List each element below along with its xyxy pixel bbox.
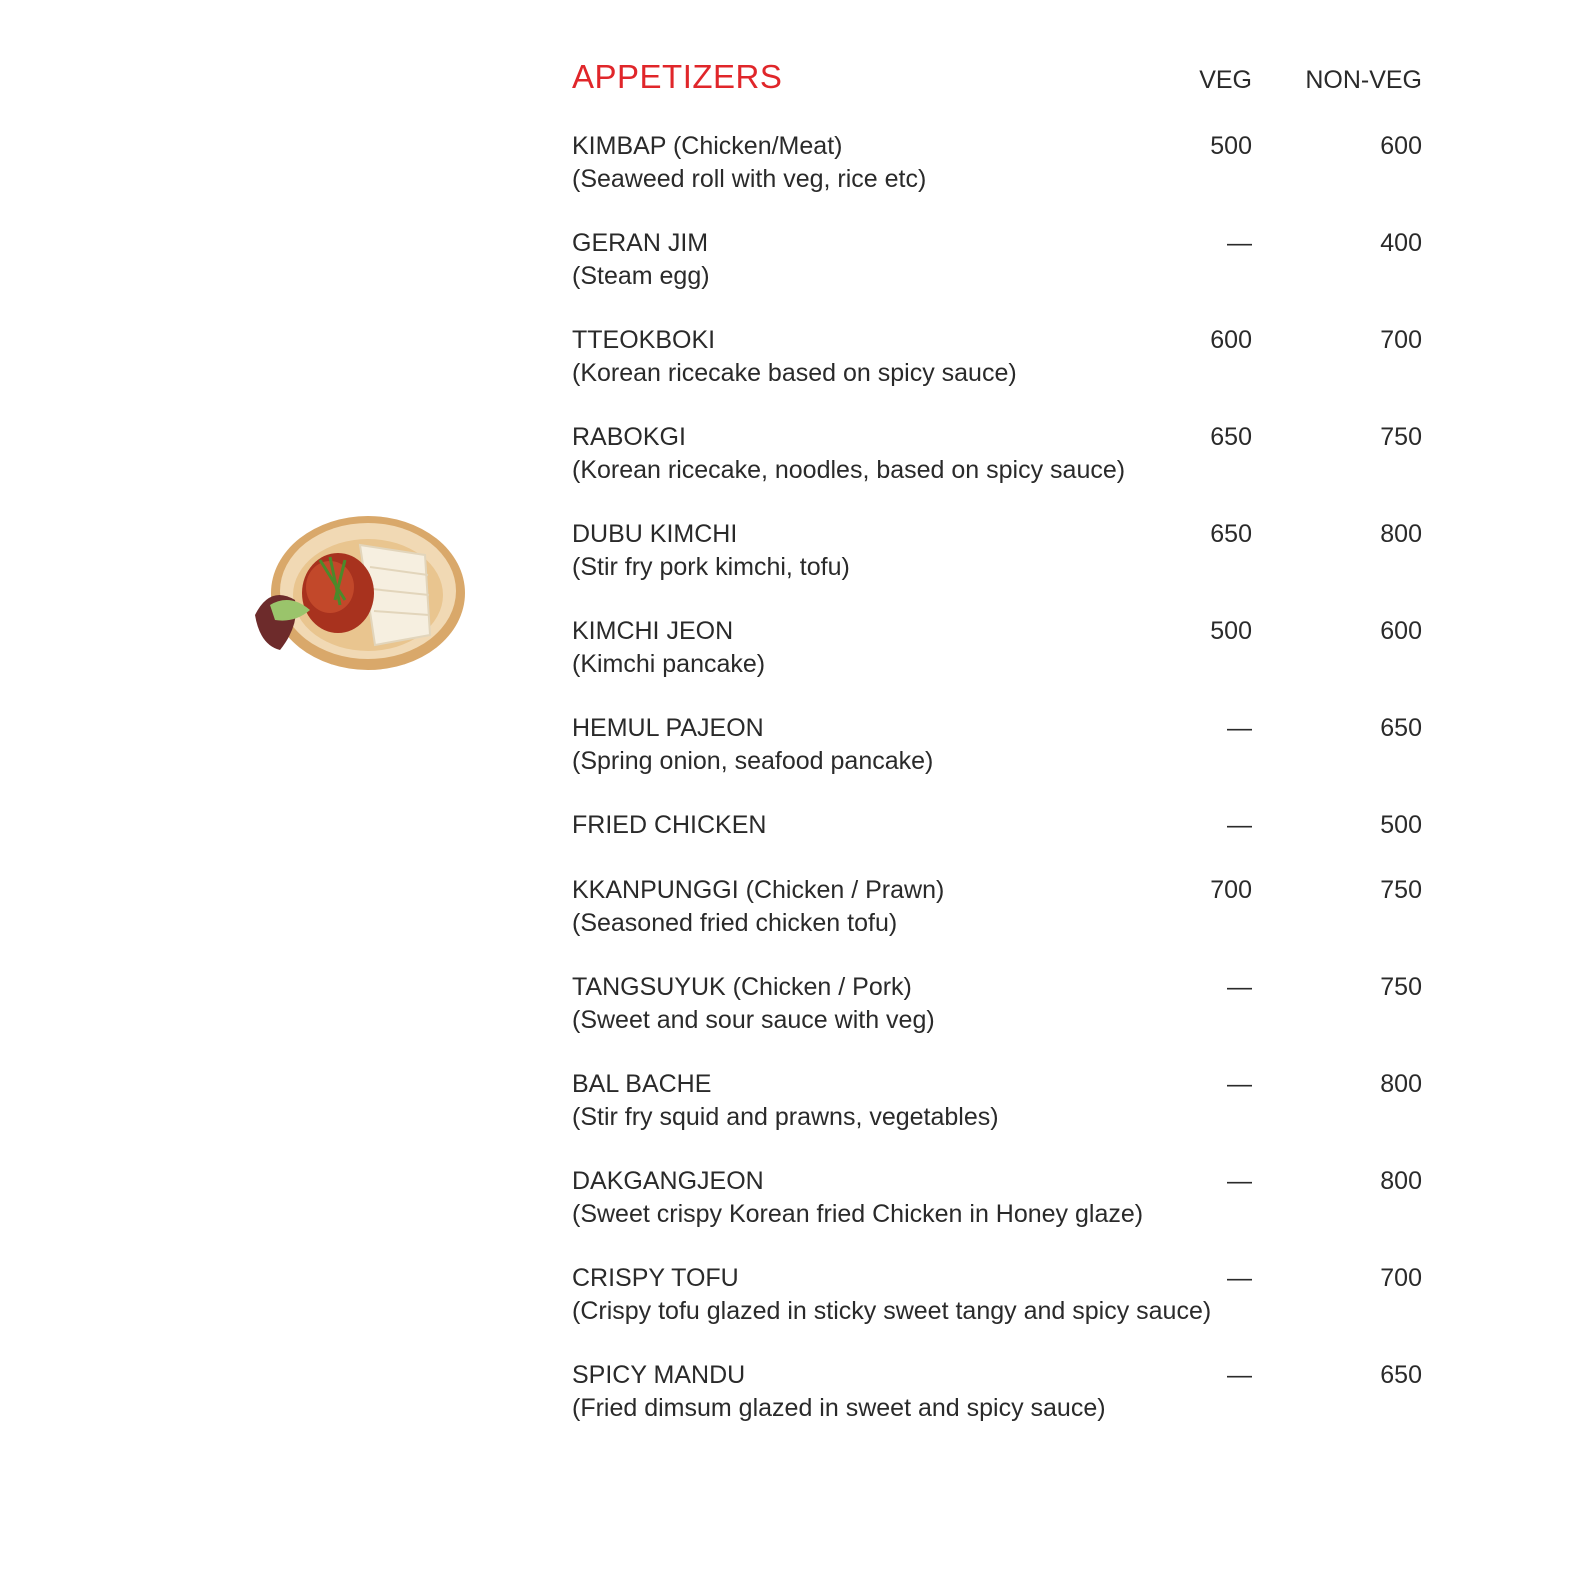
menu-item <box>572 874 1422 971</box>
veg-price: — <box>1227 1264 1252 1292</box>
nonveg-price: 700 <box>1380 1264 1422 1292</box>
nonveg-price: 600 <box>1380 617 1422 645</box>
menu-item <box>572 1262 1422 1359</box>
menu-item <box>572 130 1422 227</box>
veg-price: — <box>1227 811 1252 839</box>
item-description: (Spring onion, seafood pancake) <box>572 747 934 775</box>
veg-price: — <box>1227 973 1252 1001</box>
veg-price: — <box>1227 1361 1252 1389</box>
veg-price: — <box>1227 1070 1252 1098</box>
nonveg-price: 500 <box>1380 811 1422 839</box>
item-name: KKANPUNGGI (Chicken / Prawn) <box>572 876 945 904</box>
item-name: CRISPY TOFU <box>572 1264 739 1292</box>
menu-item <box>572 1068 1422 1165</box>
nonveg-price: 650 <box>1380 1361 1422 1389</box>
item-name: GERAN JIM <box>572 229 709 257</box>
item-name: TANGSUYUK (Chicken / Pork) <box>572 973 912 1001</box>
nonveg-price: 750 <box>1380 973 1422 1001</box>
menu-item <box>572 518 1422 615</box>
nonveg-price: 800 <box>1380 1070 1422 1098</box>
item-description: (Seaweed roll with veg, rice etc) <box>572 165 927 193</box>
menu-item <box>572 971 1422 1068</box>
item-name: KIMBAP (Chicken/Meat) <box>572 132 843 160</box>
menu-header <box>572 58 1422 98</box>
item-name: BAL BACHE <box>572 1070 712 1098</box>
veg-price: 650 <box>1210 520 1252 548</box>
nonveg-column-header: NON-VEG <box>1305 66 1422 94</box>
item-name: SPICY MANDU <box>572 1361 746 1389</box>
item-name: KIMCHI JEON <box>572 617 734 645</box>
menu-item <box>572 324 1422 421</box>
item-description: (Kimchi pancake) <box>572 650 766 678</box>
menu-item <box>572 712 1422 809</box>
item-name: DAKGANGJEON <box>572 1167 764 1195</box>
menu-item <box>572 615 1422 712</box>
menu-item <box>572 1165 1422 1262</box>
item-name: HEMUL PAJEON <box>572 714 764 742</box>
menu-item <box>572 421 1422 518</box>
veg-price: — <box>1227 229 1252 257</box>
menu-item <box>572 809 1422 874</box>
item-description: (Korean ricecake based on spicy sauce) <box>572 359 1017 387</box>
nonveg-price: 750 <box>1380 876 1422 904</box>
dish-photo <box>250 515 470 675</box>
item-description: (Seasoned fried chicken tofu) <box>572 909 898 937</box>
item-description: (Crispy tofu glazed in sticky sweet tangy and spicy sauce) <box>572 1297 1212 1325</box>
item-name: TTEOKBOKI <box>572 326 716 354</box>
section-title: APPETIZERS <box>572 58 783 95</box>
veg-price: 500 <box>1210 132 1252 160</box>
veg-price: 650 <box>1210 423 1252 451</box>
nonveg-price: 700 <box>1380 326 1422 354</box>
nonveg-price: 800 <box>1380 1167 1422 1195</box>
item-name: FRIED CHICKEN <box>572 811 767 839</box>
menu-item <box>572 1359 1422 1456</box>
veg-price: 600 <box>1210 326 1252 354</box>
item-description: (Sweet crispy Korean fried Chicken in Honey glaze) <box>572 1200 1144 1228</box>
veg-price: — <box>1227 1167 1252 1195</box>
menu-list <box>572 130 1422 1456</box>
nonveg-price: 600 <box>1380 132 1422 160</box>
menu-item <box>572 227 1422 324</box>
veg-price: 700 <box>1210 876 1252 904</box>
veg-price: — <box>1227 714 1252 742</box>
item-description: (Sweet and sour sauce with veg) <box>572 1006 935 1034</box>
item-description: (Korean ricecake, noodles, based on spicy sauce) <box>572 456 1126 484</box>
nonveg-price: 650 <box>1380 714 1422 742</box>
veg-column-header: VEG <box>1199 66 1252 94</box>
item-name: RABOKGI <box>572 423 686 451</box>
item-description: (Stir fry pork kimchi, tofu) <box>572 553 850 581</box>
item-name: DUBU KIMCHI <box>572 520 738 548</box>
nonveg-price: 750 <box>1380 423 1422 451</box>
veg-price: 500 <box>1210 617 1252 645</box>
item-description: (Fried dimsum glazed in sweet and spicy sauce) <box>572 1394 1106 1422</box>
item-description: (Steam egg) <box>572 262 710 290</box>
nonveg-price: 800 <box>1380 520 1422 548</box>
nonveg-price: 400 <box>1380 229 1422 257</box>
item-description: (Stir fry squid and prawns, vegetables) <box>572 1103 999 1131</box>
